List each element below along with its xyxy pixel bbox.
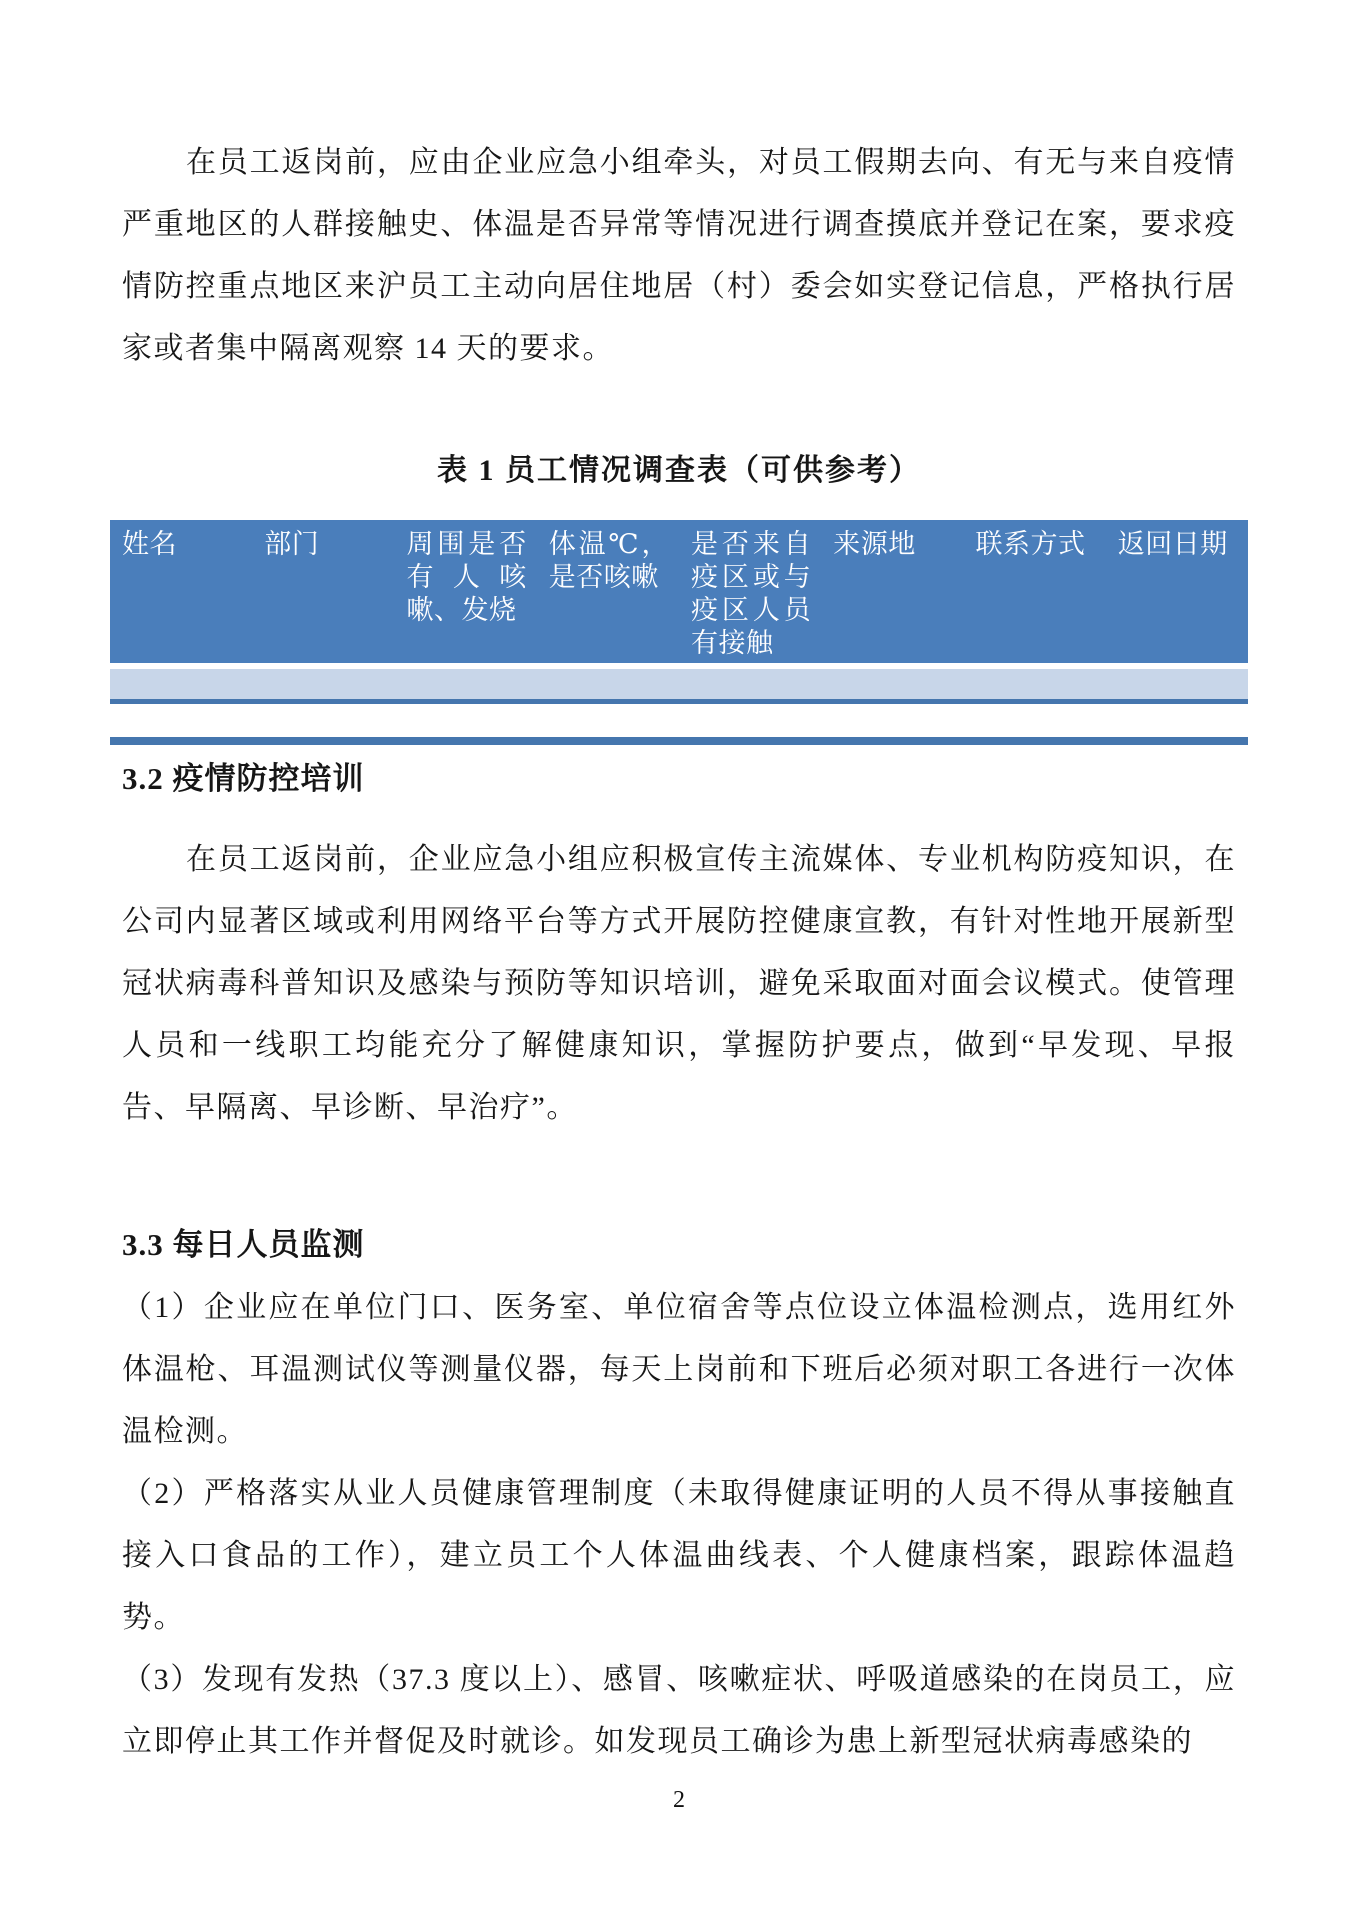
section-heading-3-2: 3.2 疫情防控培训 bbox=[122, 761, 365, 796]
table-cell bbox=[537, 669, 679, 704]
column-header-cough-around: 周围是否有人咳嗽、发烧 bbox=[395, 520, 537, 669]
table-cell bbox=[252, 704, 394, 745]
table-cell bbox=[537, 704, 679, 745]
table-row bbox=[110, 704, 1248, 745]
table-cell bbox=[679, 704, 821, 745]
table-caption: 表 1 员工情况调查表（可供参考） bbox=[437, 454, 921, 487]
column-header-return-date: 返回日期 bbox=[1106, 520, 1248, 669]
table-cell bbox=[395, 704, 537, 745]
table-cell bbox=[964, 704, 1106, 745]
table-cell bbox=[821, 669, 963, 704]
table-cell bbox=[964, 669, 1106, 704]
page-content bbox=[110, 0, 1248, 1773]
employee-survey-table bbox=[110, 520, 1248, 745]
column-header-name: 姓名 bbox=[110, 520, 252, 669]
table-cell bbox=[1106, 669, 1248, 704]
survey-table-header bbox=[110, 520, 1248, 669]
paragraph-3-3-item-1: （1）企业应在单位门口、医务室、单位宿舍等点位设立体温检测点，选用红外体温枪、耳温测试仪等测量仪器，每天上岗前和下班后必须对职工各进行一次体温检测。 bbox=[122, 1291, 1236, 1448]
paragraph-intro: 在员工返岗前，应由企业应急小组牵头，对员工假期去向、有无与来自疫情严重地区的人群接触史、体温是否异常等情况进行调查摸底并登记在案，要求疫情防控重点地区来沪员工主动向居住地居（村）委会如实登记信息，严格执行居家或者集中隔离观察 14 天的要求。 bbox=[122, 146, 1236, 365]
column-header-temperature: 体温℃，是否咳嗽 bbox=[537, 520, 679, 669]
paragraph-3-2: 在员工返岗前，企业应急小组应积极宣传主流媒体、专业机构防疫知识，在公司内显著区域或利用网络平台等方式开展防控健康宣教，有针对性地开展新型冠状病毒科普知识及感染与预防等知识培训，避免采取面对面会议模式。使管理人员和一线职工均能充分了解健康知识，掌握防护要点，做到“早发现、早报告、早隔离、早诊断、早治疗”。 bbox=[122, 843, 1236, 1124]
page-number: 2 bbox=[673, 1787, 685, 1813]
header-row bbox=[110, 520, 1248, 669]
column-header-origin: 来源地 bbox=[821, 520, 963, 669]
survey-table-body bbox=[110, 669, 1248, 745]
table-cell bbox=[1106, 704, 1248, 745]
table-cell bbox=[110, 669, 252, 704]
column-header-epidemic-contact: 是否来自疫区或与疫区人员有接触 bbox=[679, 520, 821, 669]
table-cell bbox=[110, 704, 252, 745]
table-row bbox=[110, 669, 1248, 704]
table-cell bbox=[252, 669, 394, 704]
table-cell bbox=[395, 669, 537, 704]
table-cell bbox=[679, 669, 821, 704]
table-cell bbox=[821, 704, 963, 745]
section-heading-3-3: 3.3 每日人员监测 bbox=[122, 1227, 365, 1262]
paragraph-3-3-item-2: （2）严格落实从业人员健康管理制度（未取得健康证明的人员不得从事接触直接入口食品的工作），建立员工个人体温曲线表、个人健康档案，跟踪体温趋势。 bbox=[122, 1477, 1236, 1634]
column-header-contact-info: 联系方式 bbox=[964, 520, 1106, 669]
column-header-department: 部门 bbox=[252, 520, 394, 669]
paragraph-3-3-item-3: （3）发现有发热（37.3 度以上）、感冒、咳嗽症状、呼吸道感染的在岗员工，应立即停止其工作并督促及时就诊。如发现员工确诊为患上新型冠状病毒感染的 bbox=[122, 1663, 1236, 1758]
